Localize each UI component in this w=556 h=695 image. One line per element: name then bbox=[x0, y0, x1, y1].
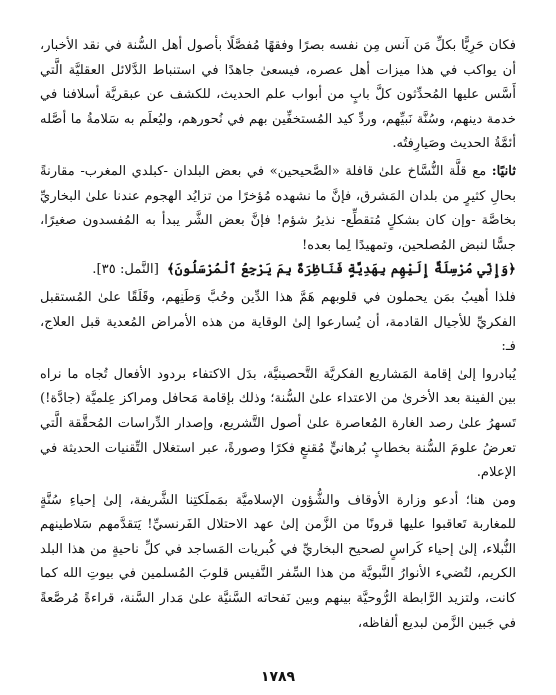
quran-verse-text: ﴿وَإِنِّي مُرْسِلَةٌ إِلَيْهِم بِهَدِيَّةٍ فَنَاظِرَةٌ بِمَ يَرْجِعُ ٱلْمُرْسَلُونَ﴾ bbox=[167, 262, 516, 278]
paragraph-3 bbox=[40, 286, 516, 360]
paragraph-4-text: يُبادروا إلىٰ إقامة المَشاريع الفكريَّة التَّحصينيَّة، بدَل الاكتفاء بردود الأفعال تُجاه ما نراه بين الفينة بعد الأخرىٰ من الاعتداء علىٰ السُّنة؛ وذلك بإقامة مَحافل ومراكز عِلميَّة (جادَّة!) تَسهرُ علىٰ رصد الغارة المُعاصرة علىٰ أصول التَّشريع، وإصدار الدِّراسات المُحقَّقة الَّتي تعرضُ علومَ السُّنة بخطابٍ بُرهانيٍّ مُقنعٍ فكرًا وصورةً، عبر استغلال التِّقنيات الحديثة في الإعلام. bbox=[40, 366, 516, 481]
paragraph-5 bbox=[40, 489, 516, 637]
quran-verse bbox=[40, 258, 516, 283]
paragraph-2-text: مع قلَّة النُّسَّاخ علىٰ قافلة «الصَّحيحين» في بعض البلدان -كبلدي المغرب- مقارنةً بحالِ كثيرٍ من بلدان المَشرق، فإنَّ ما نشهده مُؤخرًا من تزايُد الهجوم عندنا علىٰ البخاريِّ بخاصَّة -وإن كان بشكلٍ مُتقطِّع- نذيرُ شؤم! فإنَّ بعض الشَّر يبدأ به المُفسدون صغيرًا، جسًّا لنبض المُصلحين، وتمهيدًا لِما بعده! bbox=[40, 163, 516, 253]
paragraph-3-text: فلذا أهيبُ بمَن يحملون في قلوبهم هَمَّ هذا الدِّين وحُبَّ وَطَنِهم، وقَلَقًا علىٰ المُستقبل الفكريِّ للأجيال القادمة، أن يُسارعوا إلىٰ الوقاية من هذه الأمراض المُعدية قبل العلاج، فـ: bbox=[40, 289, 516, 355]
page-number: ١٧٨٩ bbox=[260, 669, 296, 685]
paragraph-4 bbox=[40, 363, 516, 486]
quran-verse-reference: [النَّمل: ٣٥]. bbox=[92, 262, 159, 278]
paragraph-5-text: ومن هنا؛ أدعو وزارة الأوقاف والشُّؤون الإسلاميَّة بمَملَكتِنا الشَّريفة، إلىٰ إحياءِ سُنَّةٍ للمغاربة تَعاقبوا عليها قرونًا من الزَّمن إلىٰ عهد الاحتلال الفَرنسيِّ! يَتقدَّمهم سَلاطينهم النُّبلاء، إلىٰ إحياء كَراسٍ لصحيح البخاريِّ في كُبريات المَساجد في كلِّ ناحيةٍ من هذا البلد الكريم، لتُضيء الأنوارُ النَّبويَّة من هذا السِّفر النَّفيس قلوبَ المُسلمين في بيوتِ الله كما كانت، ولتزيد الرَّابطة الرُّوحيَّة بينهم وبين نَفحاته السَّنيَّة علىٰ مَدار السَّنة، قراءةً مُرصَّعةً في جَبين الزَّمن لبديع ألفاظه، bbox=[40, 492, 516, 631]
paragraph-2 bbox=[40, 160, 516, 258]
paragraph-2-lead: ثانيًا: bbox=[491, 163, 516, 179]
paragraph-1 bbox=[40, 34, 516, 157]
paragraph-1-text: فكان حَرِيًّا بكلِّ مَن آنس مِن نفسه بصرًا وفقهًا مُفصَّلًا بأصول أهل السُّنة في نقد الأخبار، أن يواكب في هذا ميزات أهل عصره، فيسعىٰ جاهدًا في استنباط الدَّلائل العقليَّة الَّتي أَسَّس عليها المُحدِّثون كلَّ بابٍ من أبواب علم الحديث، للكشف عن عبقريَّة أسلافنا في خدمة دينهم، وسُنَّة نَبيِّهم، وردِّ كيد المُستخفِّين بهم في نُحورهم، وليُعلَم به سَلامةُ ما أصَّله أئمَّةُ الحديث وصَيارِفتُه. bbox=[40, 38, 516, 152]
